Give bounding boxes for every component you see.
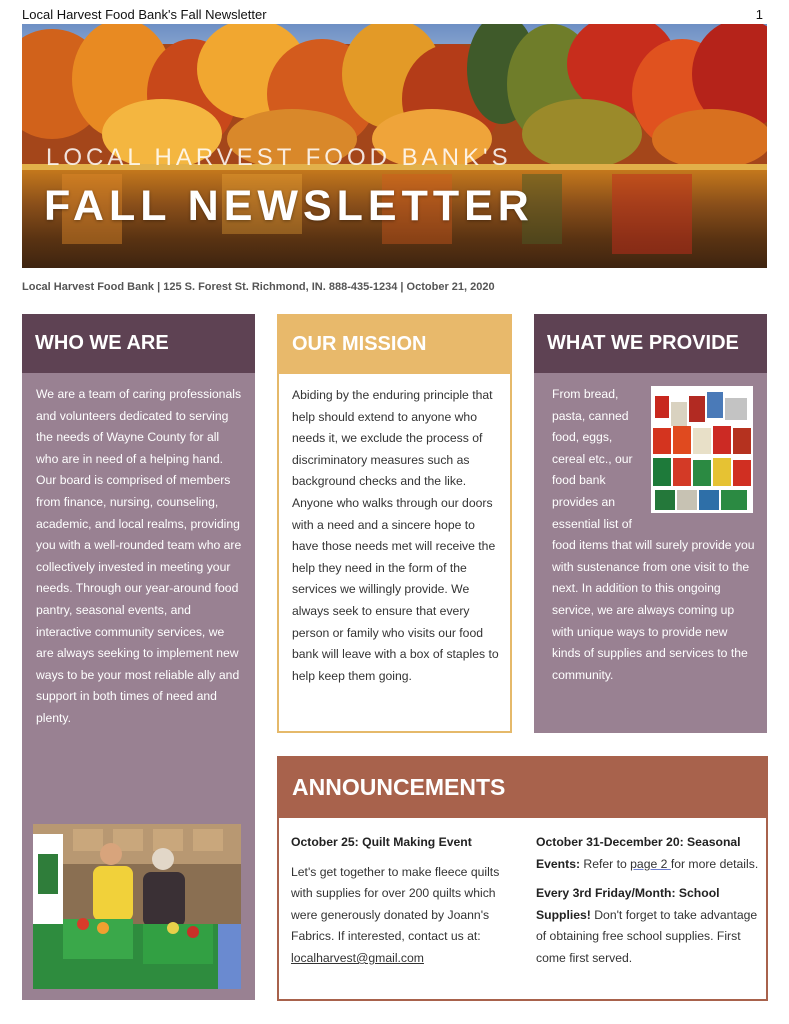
quilt-title: October 25: Quilt Making Event — [291, 835, 472, 849]
our-mission-heading: OUR MISSION — [277, 314, 512, 374]
who-we-are-body: We are a team of caring professionals and volunteers dedicated to serving the needs of Wayne County for all who are in need of a helping hand. Our board is comprised of members from finance, nursing, counseling, academic, and local realms, providing you with a well-rounded team who are collectively invested in meeting your needs. Through our year-around food pantry, seasonal events, and interactive community services, we are always seeking to implement new ways to be your most reliable ally and support in both times of need and plenty. — [36, 387, 242, 725]
banner-title: FALL NEWSLETTER — [44, 182, 534, 230]
running-title: Local Harvest Food Bank's Fall Newsletter — [22, 7, 267, 22]
announcements-heading: ANNOUNCEMENTS — [277, 756, 768, 818]
quilt-body — [291, 862, 516, 970]
announcements-panel — [277, 756, 768, 1001]
seasonal-pre: Refer to — [580, 856, 631, 871]
banner-kicker: LOCAL HARVEST FOOD BANK'S — [46, 144, 512, 171]
who-we-are-heading: WHO WE ARE — [22, 314, 255, 373]
our-mission-panel — [277, 314, 512, 733]
page-2-link[interactable]: page 2 — [630, 856, 671, 871]
volunteers-photo — [33, 824, 241, 989]
quilt-body-text: Let's get together to make fleece quilts with supplies for over 200 quilts which were generously donated by Joann's Fabrics. If interested, contact us at: — [291, 864, 500, 944]
seasonal-title: October 31-December 20: Seasonal Events: — [536, 835, 741, 871]
running-header — [22, 6, 767, 24]
what-we-provide-heading: WHAT WE PROVIDE — [534, 314, 767, 373]
quilt-email-link[interactable]: localharvest@gmail.com — [291, 950, 424, 965]
our-mission-body: Abiding by the enduring principle that help should extend to anyone who needs it, we exclude the process of discriminatory measures such as background checks and the like. Anyone who walks through our doors with a need and a sincere hope to have those needs met will receive the help they need in the form of the services we willingly provide. We always seek to ensure that every person or family who visits our food bank will leave with a box of staples to help keep them going. — [292, 388, 499, 683]
what-we-provide-body: From bread, pasta, canned food, eggs, cereal etc., our food bank provides an essential list of food items that will surely provide you with sustenance from one visit to the next. In addition to this ongoing service, we are always coming up with unique ways to provide new kinds of supplies and services to the community. — [552, 387, 755, 682]
school-title: Every 3rd Friday/Month: School Supplies! — [536, 886, 720, 922]
school-supplies — [536, 883, 761, 969]
what-we-provide-panel — [534, 314, 767, 733]
what-we-provide-body-wrap — [534, 373, 767, 686]
school-body: Don't forget to take advantage of obtaining free school supplies. First come first served. — [536, 907, 758, 965]
seasonal-events — [536, 832, 761, 875]
who-we-are-panel — [22, 314, 255, 1000]
seasonal-post: for more details. — [670, 856, 759, 871]
announcement-events — [536, 832, 761, 970]
banner — [22, 24, 767, 268]
contact-line: Local Harvest Food Bank | 125 S. Forest St. Richmond, IN. 888-435-1234 | October 21, 2020 — [22, 281, 495, 293]
announcement-quilt — [291, 832, 516, 970]
canned-goods-photo — [651, 386, 753, 513]
page-number: 1 — [755, 7, 763, 22]
